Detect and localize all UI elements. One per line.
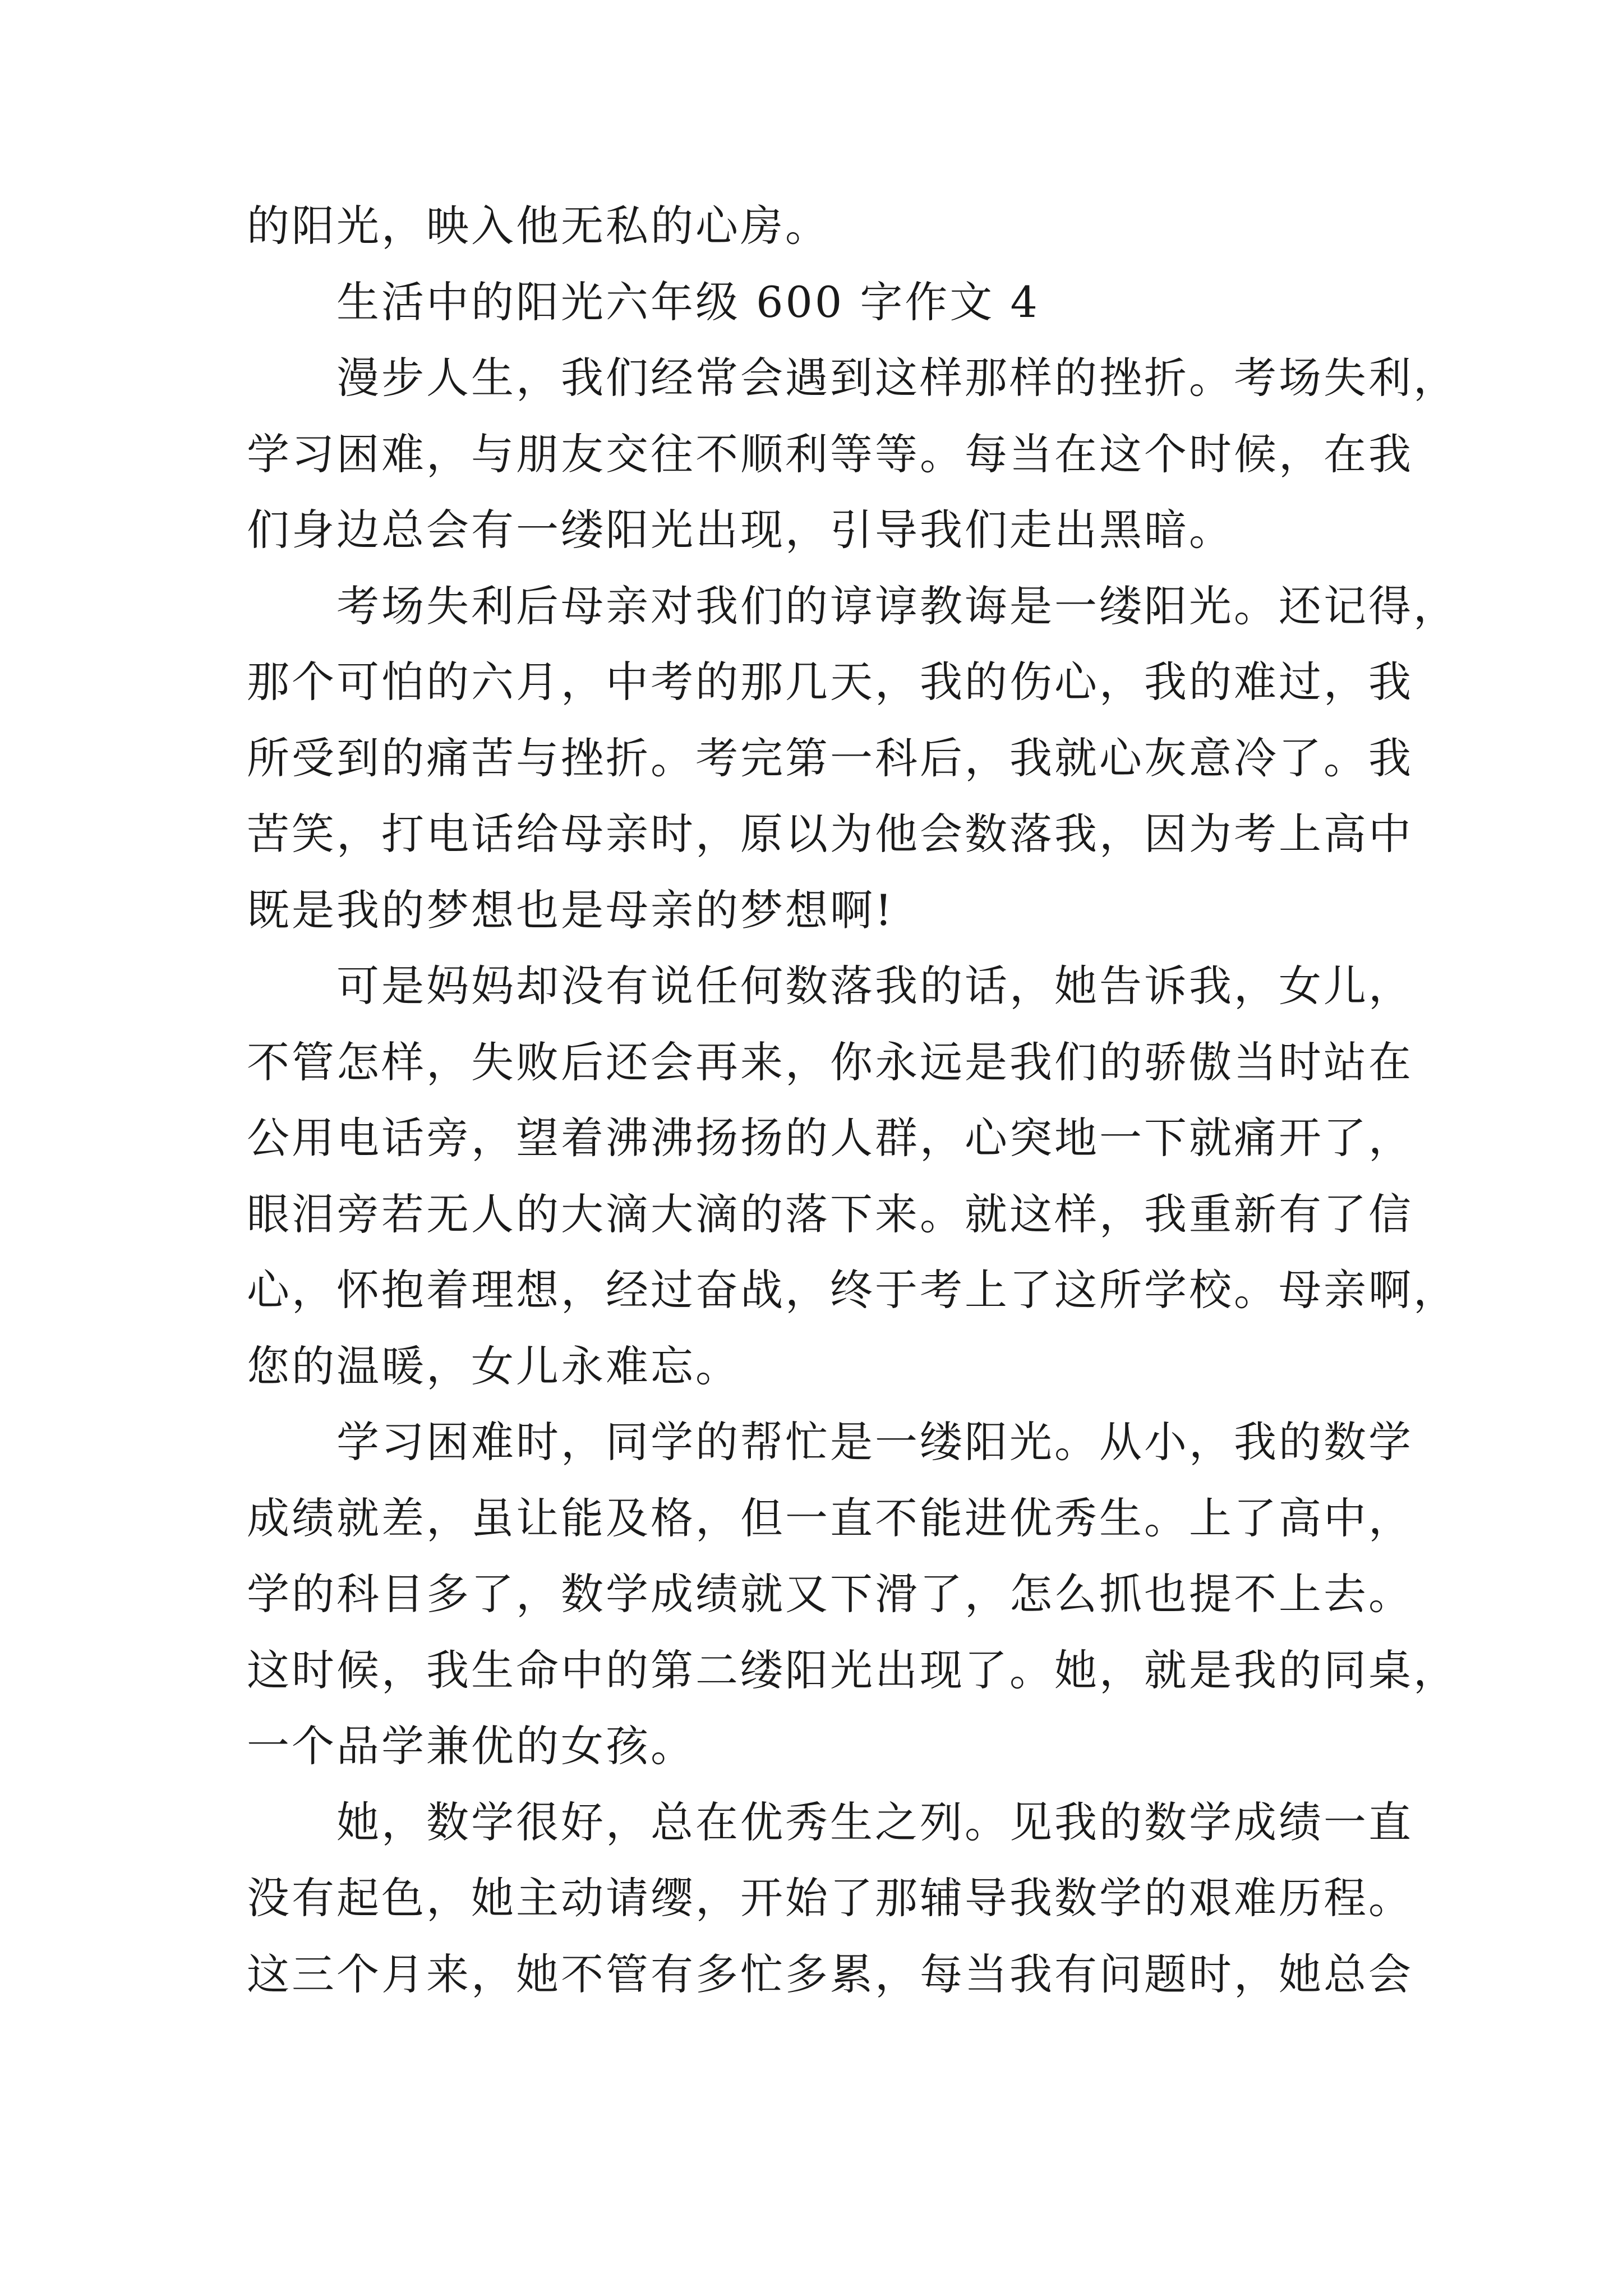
text-line: 们身边总会有一缕阳光出现，引导我们走出黑暗。 — [247, 505, 1234, 555]
text-line: 她，数学很好，总在优秀生之列。见我的数学成绩一直 — [336, 1797, 1413, 1847]
text-line: 学习困难，与朋友交往不顺利等等。每当在这个时候，在我 — [247, 429, 1413, 479]
text-line: 学习困难时，同学的帮忙是一缕阳光。从小，我的数学 — [336, 1417, 1413, 1467]
text-line: 这时候，我生命中的第二缕阳光出现了。她，就是我的同桌， — [247, 1645, 1458, 1695]
essay-title: 生活中的阳光六年级 600 字作文 4 — [336, 277, 1040, 327]
text-line: 考场失利后母亲对我们的谆谆教诲是一缕阳光。还记得， — [336, 581, 1458, 631]
text-line: 漫步人生，我们经常会遇到这样那样的挫折。考场失利， — [336, 353, 1458, 403]
text-line: 您的温暖，女儿永难忘。 — [247, 1341, 740, 1391]
text-line: 公用电话旁，望着沸沸扬扬的人群，心突地一下就痛开了， — [247, 1113, 1413, 1163]
text-line: 学的科目多了，数学成绩就又下滑了，怎么抓也提不上去。 — [247, 1569, 1413, 1619]
text-line: 心，怀抱着理想，经过奋战，终于考上了这所学校。母亲啊， — [247, 1265, 1458, 1315]
text-line: 眼泪旁若无人的大滴大滴的落下来。就这样，我重新有了信 — [247, 1189, 1413, 1239]
text-line: 一个品学兼优的女孩。 — [247, 1721, 695, 1771]
text-line: 这三个月来，她不管有多忙多累，每当我有问题时，她总会 — [247, 1949, 1413, 1999]
text-line: 苦笑，打电话给母亲时，原以为他会数落我，因为考上高中 — [247, 809, 1413, 859]
text-line: 成绩就差，虽让能及格，但一直不能进优秀生。上了高中， — [247, 1493, 1413, 1543]
text-line: 可是妈妈却没有说任何数落我的话，她告诉我，女儿， — [336, 961, 1413, 1011]
text-line: 的阳光，映入他无私的心房。 — [247, 201, 830, 251]
essay-body — [247, 188, 1458, 2012]
text-line: 所受到的痛苦与挫折。考完第一科后，我就心灰意冷了。我 — [247, 733, 1413, 783]
text-line: 没有起色，她主动请缨，开始了那辅导我数学的艰难历程。 — [247, 1873, 1413, 1923]
text-line: 那个可怕的六月，中考的那几天，我的伤心，我的难过，我 — [247, 657, 1413, 707]
text-line: 不管怎样，失败后还会再来，你永远是我们的骄傲当时站在 — [247, 1037, 1413, 1087]
text-line: 既是我的梦想也是母亲的梦想啊! — [247, 885, 895, 935]
